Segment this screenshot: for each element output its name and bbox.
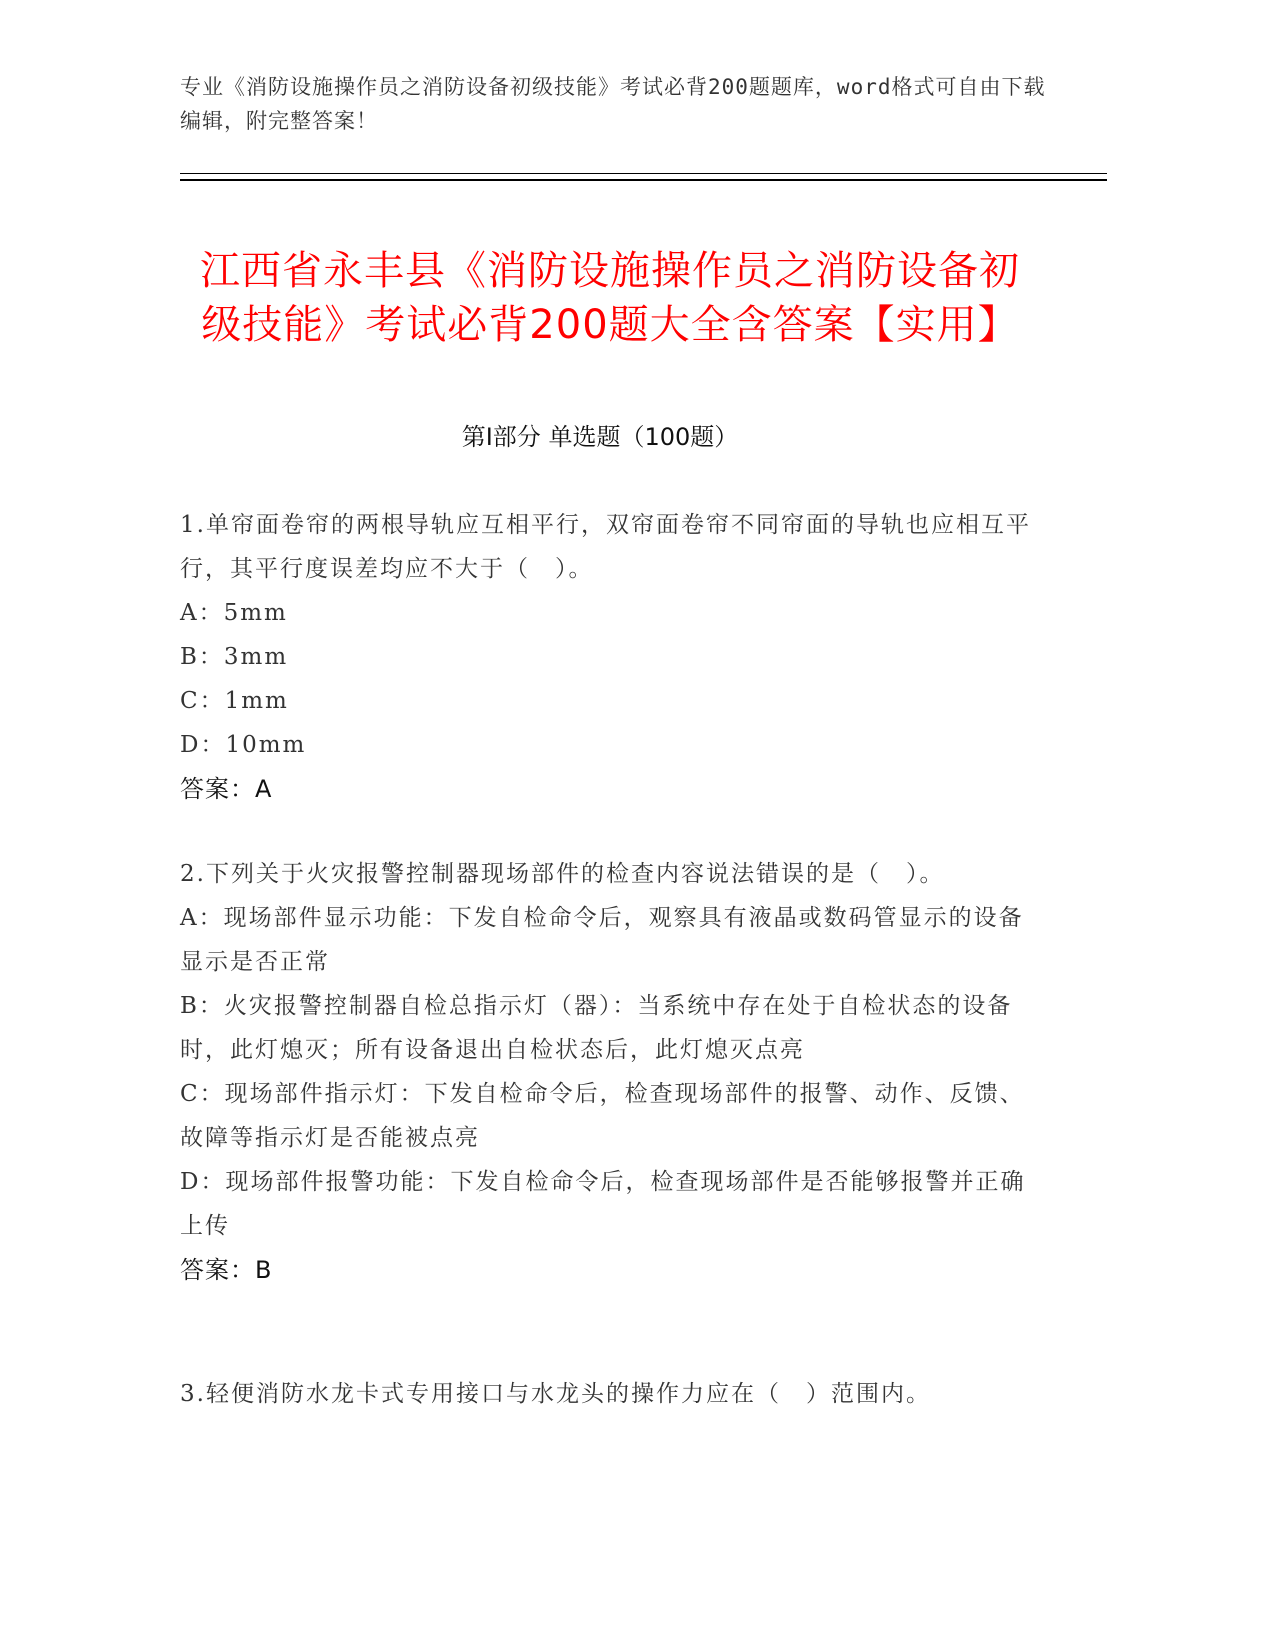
question-1-option-c: C：1mm [180,688,289,714]
header-note: 专业《消防设施操作员之消防设备初级技能》考试必背200题题库，word格式可自由下载编辑，附完整答案！ [180,75,1046,133]
section-title: 第I部分 单选题（100题） [461,423,739,451]
question-2-stem: 2.下列关于火灾报警控制器现场部件的检查内容说法错误的是（ ）。 [180,861,945,887]
question-3-stem: 3.轻便消防水龙卡式专用接口与水龙头的操作力应在（ ）范围内。 [180,1381,931,1407]
question-2-answer: 答案：B [180,1256,273,1284]
question-2-option-c: C：现场部件指示灯：下发自检命令后，检查现场部件的报警、动作、反馈、故障等指示灯是否能被点亮 [180,1081,1025,1151]
question-1-option-b: B：3mm [180,644,289,670]
question-1-answer: 答案：A [180,775,273,803]
question-2-option-a: A：现场部件显示功能：下发自检命令后，观察具有液晶或数码管显示的设备显示是否正常 [180,905,1024,975]
question-2 [180,852,1040,1292]
question-2-option-d: D：现场部件报警功能：下发自检命令后，检查现场部件是否能够报警并正确上传 [180,1169,1026,1239]
header-rule-thick [180,179,1107,181]
question-2-option-b: B：火灾报警控制器自检总指示灯（器）：当系统中存在处于自检状态的设备时，此灯熄灭；所有设备退出自检状态后，此灯熄灭点亮 [180,993,1013,1063]
question-3 [180,1372,1040,1416]
question-1-option-d: D：10mm [180,732,307,758]
document-title: 江西省永丰县《消防设施操作员之消防设备初级技能》考试必背200题大全含答案【实用】 [200,247,1020,348]
question-1 [180,503,1040,811]
header-rule-thin [180,173,1107,174]
question-1-option-a: A：5mm [180,600,288,626]
question-1-stem: 1.单帘面卷帘的两根导轨应互相平行，双帘面卷帘不同帘面的导轨也应相互平行，其平行度误差均应不大于（ ）。 [180,512,1031,582]
